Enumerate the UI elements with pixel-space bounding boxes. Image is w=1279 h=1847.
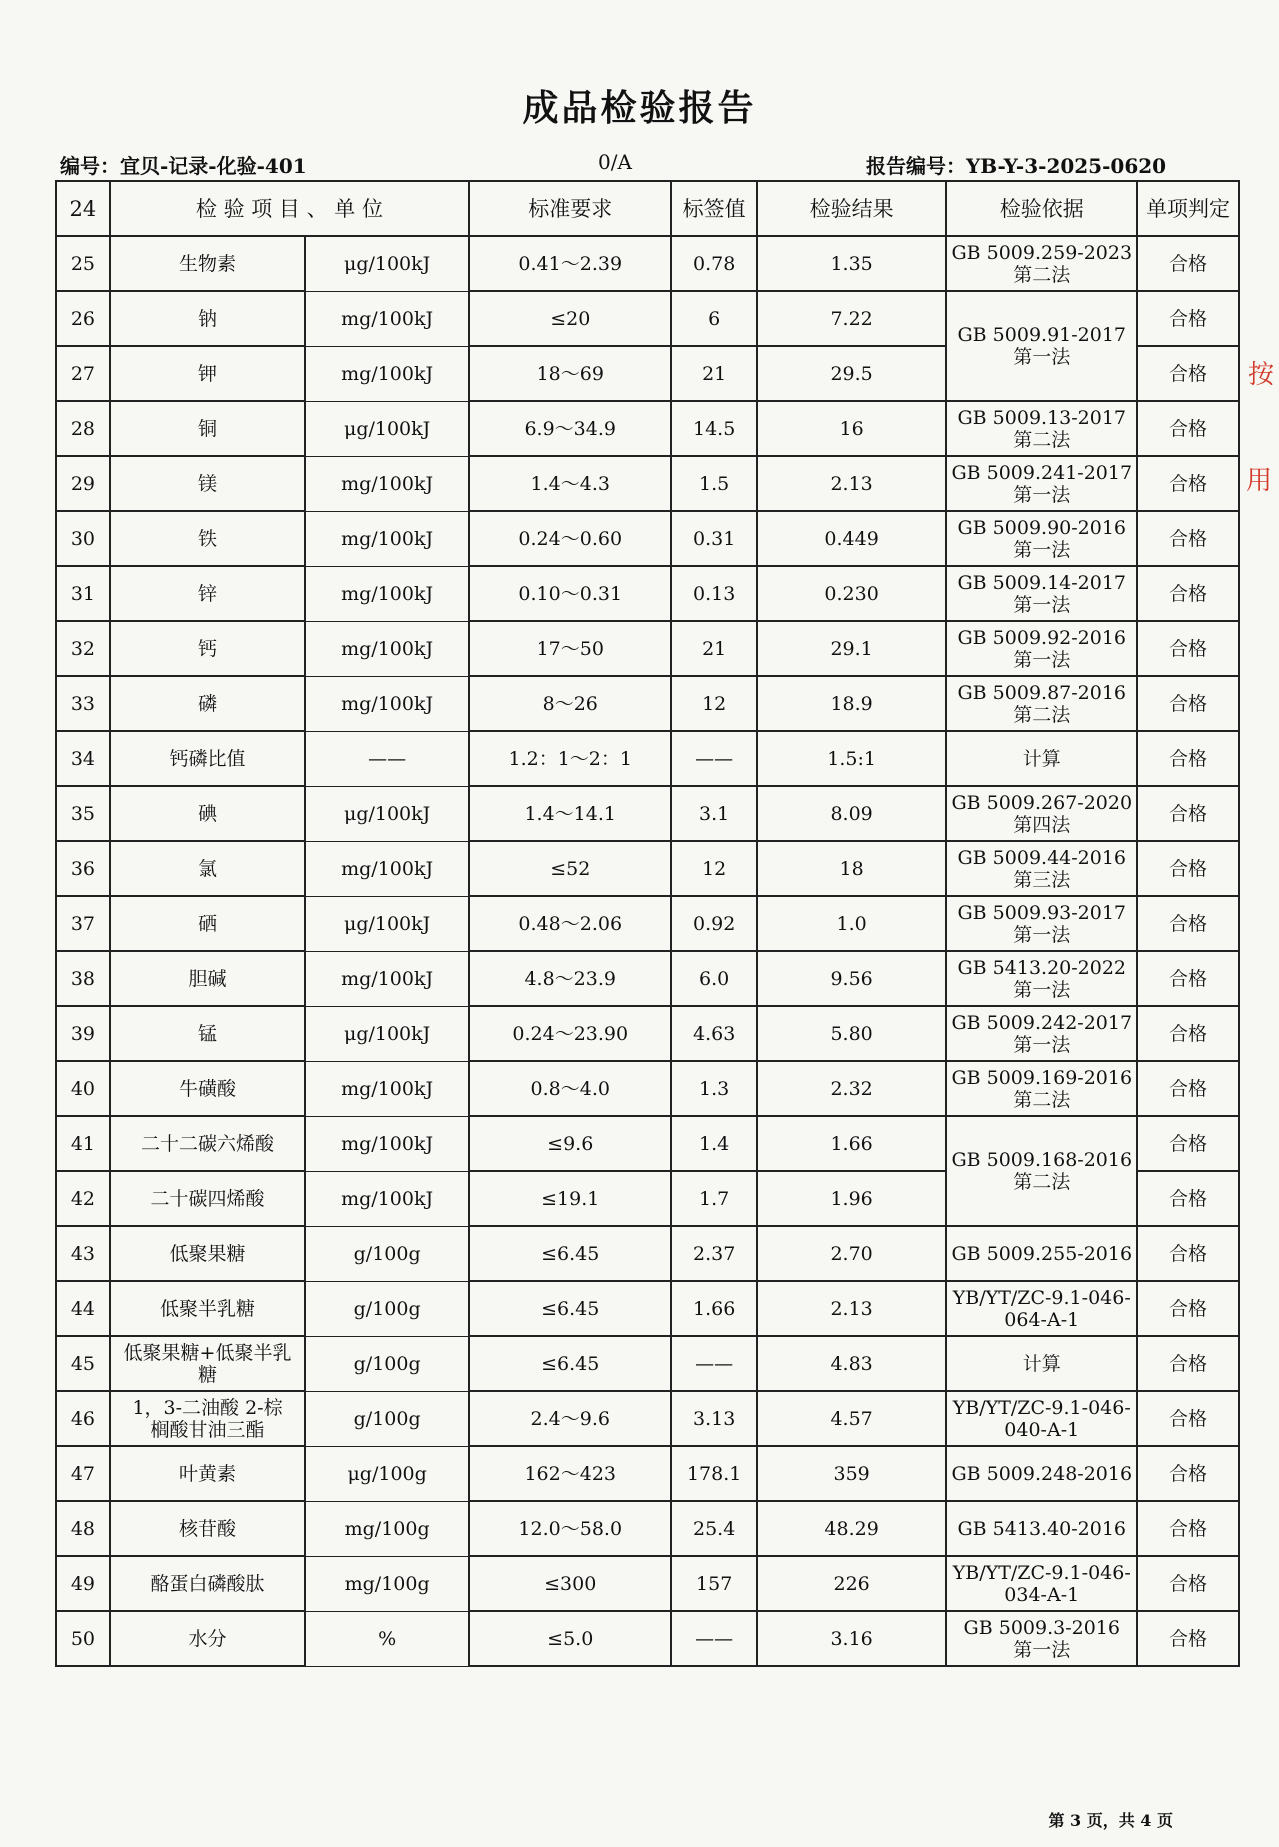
- table-row: [56, 676, 1239, 731]
- header-standard: 标准要求: [469, 181, 671, 236]
- row-number: 37: [56, 896, 110, 951]
- row-number: 46: [56, 1391, 110, 1446]
- judgement: 合格: [1137, 1171, 1239, 1226]
- label-value: 0.92: [671, 896, 756, 951]
- test-basis: GB 5009.242-2017 第一法: [946, 1006, 1137, 1061]
- test-result: 1.96: [757, 1171, 947, 1226]
- test-result: 4.57: [757, 1391, 947, 1446]
- item-name: 二十二碳六烯酸: [110, 1116, 305, 1171]
- standard-requirement: ≤6.45: [469, 1336, 671, 1391]
- table-row: [56, 786, 1239, 841]
- table-row: [56, 456, 1239, 511]
- test-result: 1.35: [757, 236, 947, 291]
- test-result: 18.9: [757, 676, 947, 731]
- test-basis: GB 5009.169-2016 第二法: [946, 1061, 1137, 1116]
- test-result: 5.80: [757, 1006, 947, 1061]
- table-row: [56, 896, 1239, 951]
- item-name: 牛磺酸: [110, 1061, 305, 1116]
- header-label: 标签值: [671, 181, 756, 236]
- test-basis: GB 5009.259-2023 第二法: [946, 236, 1137, 291]
- row-number: 31: [56, 566, 110, 621]
- table-row: [56, 621, 1239, 676]
- label-value: 178.1: [671, 1446, 756, 1501]
- row-number: 30: [56, 511, 110, 566]
- item-unit: μg/100kJ: [305, 401, 469, 456]
- item-unit: ——: [305, 731, 469, 786]
- item-name: 钾: [110, 346, 305, 401]
- label-value: 14.5: [671, 401, 756, 456]
- test-result: 0.230: [757, 566, 947, 621]
- standard-requirement: ≤19.1: [469, 1171, 671, 1226]
- header-item-unit: 检 验 项 目 、 单 位: [110, 181, 469, 236]
- row-number: 47: [56, 1446, 110, 1501]
- row-number: 43: [56, 1226, 110, 1281]
- item-unit: mg/100kJ: [305, 291, 469, 346]
- table-row: [56, 1391, 1239, 1446]
- judgement: 合格: [1137, 1061, 1239, 1116]
- handwritten-margin-notes: [1240, 330, 1279, 530]
- item-name: 硒: [110, 896, 305, 951]
- row-number: 25: [56, 236, 110, 291]
- item-name: 钠: [110, 291, 305, 346]
- row-number: 29: [56, 456, 110, 511]
- label-value: 25.4: [671, 1501, 756, 1556]
- item-unit: mg/100kJ: [305, 511, 469, 566]
- item-name: 酪蛋白磷酸肽: [110, 1556, 305, 1611]
- standard-requirement: 0.10～0.31: [469, 566, 671, 621]
- row-number: 45: [56, 1336, 110, 1391]
- judgement: 合格: [1137, 731, 1239, 786]
- item-name: 镁: [110, 456, 305, 511]
- test-result: 7.22: [757, 291, 947, 346]
- test-basis: GB 5009.14-2017 第一法: [946, 566, 1137, 621]
- standard-requirement: 0.41～2.39: [469, 236, 671, 291]
- item-unit: mg/100kJ: [305, 1171, 469, 1226]
- label-value: 3.13: [671, 1391, 756, 1446]
- item-name: 铁: [110, 511, 305, 566]
- item-unit: mg/100kJ: [305, 951, 469, 1006]
- row-number: 28: [56, 401, 110, 456]
- item-unit: mg/100g: [305, 1556, 469, 1611]
- test-basis: GB 5009.91-2017 第一法: [946, 291, 1137, 401]
- test-basis: 计算: [946, 731, 1137, 786]
- standard-requirement: ≤6.45: [469, 1226, 671, 1281]
- test-result: 2.70: [757, 1226, 947, 1281]
- item-unit: mg/100g: [305, 1501, 469, 1556]
- label-value: 21: [671, 346, 756, 401]
- item-unit: g/100g: [305, 1336, 469, 1391]
- judgement: 合格: [1137, 786, 1239, 841]
- row-number: 39: [56, 1006, 110, 1061]
- row-number: 34: [56, 731, 110, 786]
- item-unit: μg/100g: [305, 1446, 469, 1501]
- inspection-table: [55, 180, 1240, 1667]
- table-row: [56, 1281, 1239, 1336]
- table-row: [56, 236, 1239, 291]
- standard-requirement: 1.4～4.3: [469, 456, 671, 511]
- standard-requirement: 18～69: [469, 346, 671, 401]
- table-row: [56, 1611, 1239, 1666]
- standard-requirement: ≤52: [469, 841, 671, 896]
- test-basis: GB 5009.241-2017 第一法: [946, 456, 1137, 511]
- test-result: 359: [757, 1446, 947, 1501]
- item-name: 胆碱: [110, 951, 305, 1006]
- item-name: 钙: [110, 621, 305, 676]
- row-number: 38: [56, 951, 110, 1006]
- item-unit: g/100g: [305, 1281, 469, 1336]
- item-name: 钙磷比值: [110, 731, 305, 786]
- label-value: 157: [671, 1556, 756, 1611]
- header-result: 检验结果: [757, 181, 947, 236]
- item-unit: μg/100kJ: [305, 1006, 469, 1061]
- item-name: 1，3-二油酸 2-棕 榈酸甘油三酯: [110, 1391, 305, 1446]
- label-value: 12: [671, 841, 756, 896]
- test-basis: YB/YT/ZC-9.1-046- 040-A-1: [946, 1391, 1137, 1446]
- standard-requirement: 0.24～23.90: [469, 1006, 671, 1061]
- item-unit: mg/100kJ: [305, 841, 469, 896]
- row-number: 42: [56, 1171, 110, 1226]
- row-number: 35: [56, 786, 110, 841]
- judgement: 合格: [1137, 456, 1239, 511]
- judgement: 合格: [1137, 676, 1239, 731]
- item-name: 低聚半乳糖: [110, 1281, 305, 1336]
- item-unit: g/100g: [305, 1226, 469, 1281]
- label-value: 12: [671, 676, 756, 731]
- report-number: 报告编号：YB-Y-3-2025-0620: [866, 154, 1167, 178]
- label-value: 0.31: [671, 511, 756, 566]
- margin-note-2: 用: [1246, 466, 1273, 496]
- table-row: [56, 291, 1239, 346]
- judgement: 合格: [1137, 896, 1239, 951]
- judgement: 合格: [1137, 1006, 1239, 1061]
- standard-requirement: 0.48～2.06: [469, 896, 671, 951]
- header-index: 24: [56, 181, 110, 236]
- row-number: 36: [56, 841, 110, 896]
- standard-requirement: 1.4～14.1: [469, 786, 671, 841]
- item-unit: mg/100kJ: [305, 346, 469, 401]
- item-unit: %: [305, 1611, 469, 1666]
- row-number: 33: [56, 676, 110, 731]
- test-basis: GB 5009.90-2016 第一法: [946, 511, 1137, 566]
- test-result: 4.83: [757, 1336, 947, 1391]
- test-result: 48.29: [757, 1501, 947, 1556]
- item-unit: g/100g: [305, 1391, 469, 1446]
- standard-requirement: 0.24～0.60: [469, 511, 671, 566]
- label-value: ——: [671, 1611, 756, 1666]
- report-title: 成品检验报告: [522, 87, 757, 129]
- table-row: [56, 841, 1239, 896]
- row-number: 32: [56, 621, 110, 676]
- label-value: 1.4: [671, 1116, 756, 1171]
- judgement: 合格: [1137, 511, 1239, 566]
- judgement: 合格: [1137, 1391, 1239, 1446]
- test-result: 18: [757, 841, 947, 896]
- label-value: 0.78: [671, 236, 756, 291]
- test-result: 1.66: [757, 1116, 947, 1171]
- test-basis: GB 5413.20-2022 第一法: [946, 951, 1137, 1006]
- standard-requirement: 2.4～9.6: [469, 1391, 671, 1446]
- test-basis: GB 5009.3-2016 第一法: [946, 1611, 1137, 1666]
- row-number: 50: [56, 1611, 110, 1666]
- test-basis: GB 5009.93-2017 第一法: [946, 896, 1137, 951]
- test-result: 29.1: [757, 621, 947, 676]
- test-result: 1.0: [757, 896, 947, 951]
- test-result: 226: [757, 1556, 947, 1611]
- label-value: 3.1: [671, 786, 756, 841]
- test-basis: GB 5009.44-2016 第三法: [946, 841, 1137, 896]
- test-basis: GB 5009.168-2016 第二法: [946, 1116, 1137, 1226]
- row-number: 26: [56, 291, 110, 346]
- header-judgement: 单项判定: [1137, 181, 1239, 236]
- page-number: 第 3 页，共 4 页: [1048, 1811, 1173, 1830]
- test-result: 2.32: [757, 1061, 947, 1116]
- item-name: 低聚果糖: [110, 1226, 305, 1281]
- item-name: 锰: [110, 1006, 305, 1061]
- standard-requirement: ≤20: [469, 291, 671, 346]
- item-name: 铜: [110, 401, 305, 456]
- judgement: 合格: [1137, 1501, 1239, 1556]
- judgement: 合格: [1137, 291, 1239, 346]
- label-value: 2.37: [671, 1226, 756, 1281]
- item-name: 水分: [110, 1611, 305, 1666]
- test-result: 29.5: [757, 346, 947, 401]
- test-basis: 计算: [946, 1336, 1137, 1391]
- table-row: [56, 566, 1239, 621]
- test-basis: GB 5413.40-2016: [946, 1501, 1137, 1556]
- label-value: 21: [671, 621, 756, 676]
- table-row: [56, 1116, 1239, 1171]
- item-name: 氯: [110, 841, 305, 896]
- row-number: 48: [56, 1501, 110, 1556]
- judgement: 合格: [1137, 1226, 1239, 1281]
- item-name: 锌: [110, 566, 305, 621]
- test-basis: GB 5009.13-2017 第二法: [946, 401, 1137, 456]
- item-unit: mg/100kJ: [305, 676, 469, 731]
- item-unit: μg/100kJ: [305, 896, 469, 951]
- table-row: [56, 511, 1239, 566]
- item-unit: μg/100kJ: [305, 786, 469, 841]
- judgement: 合格: [1137, 1336, 1239, 1391]
- standard-requirement: ≤9.6: [469, 1116, 671, 1171]
- table-row: [56, 951, 1239, 1006]
- table-row: [56, 1556, 1239, 1611]
- standard-requirement: 4.8～23.9: [469, 951, 671, 1006]
- label-value: ——: [671, 1336, 756, 1391]
- item-name: 碘: [110, 786, 305, 841]
- label-value: 1.3: [671, 1061, 756, 1116]
- standard-requirement: 0.8～4.0: [469, 1061, 671, 1116]
- standard-requirement: 162～423: [469, 1446, 671, 1501]
- test-basis: YB/YT/ZC-9.1-046- 064-A-1: [946, 1281, 1137, 1336]
- test-result: 2.13: [757, 1281, 947, 1336]
- row-number: 27: [56, 346, 110, 401]
- judgement: 合格: [1137, 1611, 1239, 1666]
- label-value: 4.63: [671, 1006, 756, 1061]
- judgement: 合格: [1137, 1281, 1239, 1336]
- margin-note-1: 按: [1248, 360, 1275, 390]
- judgement: 合格: [1137, 236, 1239, 291]
- item-unit: mg/100kJ: [305, 456, 469, 511]
- judgement: 合格: [1137, 951, 1239, 1006]
- standard-requirement: 8～26: [469, 676, 671, 731]
- standard-requirement: 17～50: [469, 621, 671, 676]
- version: 0/A: [598, 150, 632, 174]
- judgement: 合格: [1137, 1116, 1239, 1171]
- row-number: 49: [56, 1556, 110, 1611]
- table-row: [56, 1446, 1239, 1501]
- test-basis: GB 5009.267-2020 第四法: [946, 786, 1137, 841]
- item-unit: mg/100kJ: [305, 566, 469, 621]
- table-row: [56, 1336, 1239, 1391]
- table-row: [56, 731, 1239, 786]
- row-number: 41: [56, 1116, 110, 1171]
- record-number: 编号：宜贝-记录-化验-401: [60, 154, 307, 178]
- label-value: 6: [671, 291, 756, 346]
- judgement: 合格: [1137, 1446, 1239, 1501]
- table-row: [56, 1226, 1239, 1281]
- item-name: 叶黄素: [110, 1446, 305, 1501]
- test-basis: YB/YT/ZC-9.1-046- 034-A-1: [946, 1556, 1137, 1611]
- label-value: 6.0: [671, 951, 756, 1006]
- test-result: 9.56: [757, 951, 947, 1006]
- item-name: 二十碳四烯酸: [110, 1171, 305, 1226]
- item-name: 磷: [110, 676, 305, 731]
- item-name: 生物素: [110, 236, 305, 291]
- test-result: 2.13: [757, 456, 947, 511]
- standard-requirement: ≤5.0: [469, 1611, 671, 1666]
- table-row: [56, 401, 1239, 456]
- test-result: 0.449: [757, 511, 947, 566]
- judgement: 合格: [1137, 1556, 1239, 1611]
- standard-requirement: 12.0～58.0: [469, 1501, 671, 1556]
- judgement: 合格: [1137, 346, 1239, 401]
- table-row: [56, 1006, 1239, 1061]
- table-row: [56, 1501, 1239, 1556]
- standard-requirement: ≤300: [469, 1556, 671, 1611]
- test-basis: GB 5009.92-2016 第一法: [946, 621, 1137, 676]
- item-unit: mg/100kJ: [305, 1116, 469, 1171]
- standard-requirement: 1.2：1～2：1: [469, 731, 671, 786]
- label-value: 1.66: [671, 1281, 756, 1336]
- row-number: 40: [56, 1061, 110, 1116]
- label-value: 0.13: [671, 566, 756, 621]
- table-row: [56, 1061, 1239, 1116]
- judgement: 合格: [1137, 841, 1239, 896]
- label-value: ——: [671, 731, 756, 786]
- item-unit: mg/100kJ: [305, 621, 469, 676]
- judgement: 合格: [1137, 621, 1239, 676]
- label-value: 1.5: [671, 456, 756, 511]
- label-value: 1.7: [671, 1171, 756, 1226]
- standard-requirement: ≤6.45: [469, 1281, 671, 1336]
- table-header-row: [56, 181, 1239, 236]
- header-basis: 检验依据: [946, 181, 1137, 236]
- item-unit: μg/100kJ: [305, 236, 469, 291]
- test-result: 1.5:1: [757, 731, 947, 786]
- item-unit: mg/100kJ: [305, 1061, 469, 1116]
- judgement: 合格: [1137, 566, 1239, 621]
- item-name: 低聚果糖+低聚半乳 糖: [110, 1336, 305, 1391]
- test-result: 3.16: [757, 1611, 947, 1666]
- judgement: 合格: [1137, 401, 1239, 456]
- test-basis: GB 5009.255-2016: [946, 1226, 1137, 1281]
- test-result: 16: [757, 401, 947, 456]
- test-basis: GB 5009.87-2016 第二法: [946, 676, 1137, 731]
- row-number: 44: [56, 1281, 110, 1336]
- test-basis: GB 5009.248-2016: [946, 1446, 1137, 1501]
- standard-requirement: 6.9～34.9: [469, 401, 671, 456]
- item-name: 核苷酸: [110, 1501, 305, 1556]
- test-result: 8.09: [757, 786, 947, 841]
